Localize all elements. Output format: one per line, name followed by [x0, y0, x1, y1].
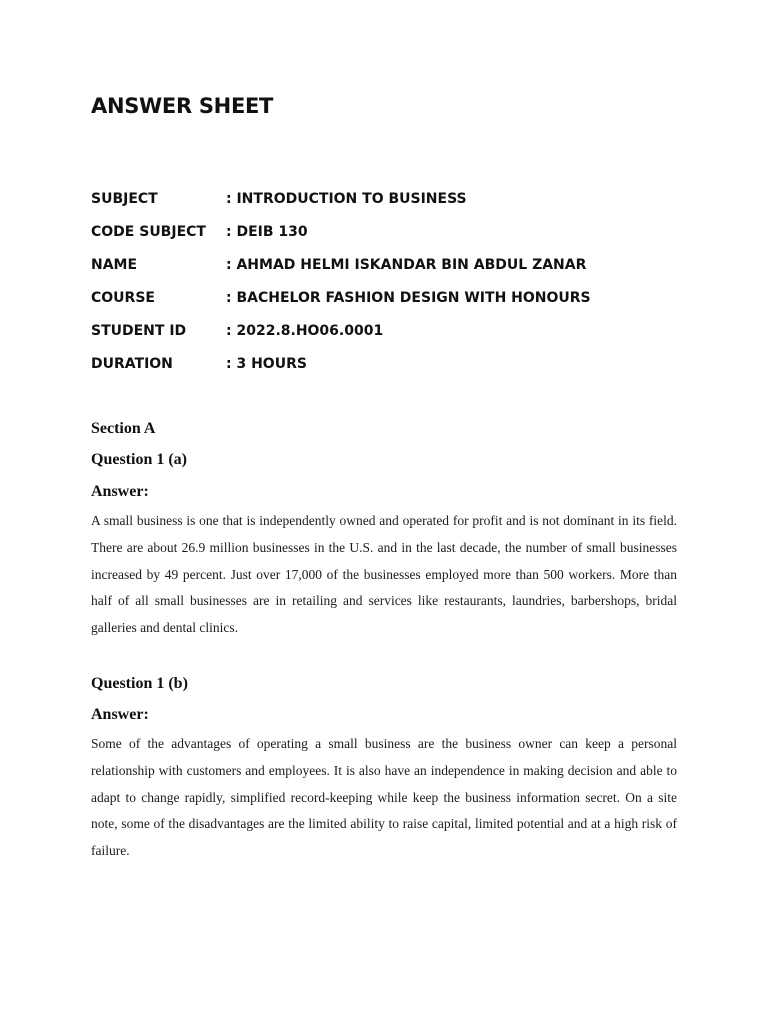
page-title: ANSWER SHEET: [91, 94, 274, 118]
info-label: STUDENT ID: [91, 323, 187, 339]
info-row-course: [91, 285, 591, 318]
info-value: : 3 HOURS: [226, 356, 307, 372]
info-value: : INTRODUCTION TO BUSINESS: [226, 191, 467, 207]
info-label: COURSE: [91, 290, 155, 306]
info-row-subject: [91, 186, 591, 219]
info-row-student-id: [91, 318, 591, 351]
info-value: : 2022.8.HO06.0001: [226, 323, 384, 339]
info-label: SUBJECT: [91, 191, 158, 207]
section-a-heading: Section A: [91, 420, 156, 437]
info-row-name: [91, 252, 591, 285]
info-value: : BACHELOR FASHION DESIGN WITH HONOURS: [226, 290, 591, 306]
question-1a-heading: Question 1 (a): [91, 451, 187, 468]
info-label: DURATION: [91, 356, 173, 372]
info-label: NAME: [91, 257, 138, 273]
answer-label-1a: Answer:: [91, 483, 149, 500]
answer-text-1a: A small business is one that is independently owned and operated for profit and is not dominant in its field. There are about 26.9 million businesses in the U.S. and in the last decade, the number of small businesses increased by 49 percent. Just over 17,000 of the businesses employed more than 500 workers. More than half of all small businesses are in retailing and services like restaurants, laundries, barbershops, bridal galleries and dental clinics.: [91, 513, 677, 636]
info-value: : AHMAD HELMI ISKANDAR BIN ABDUL ZANAR: [226, 257, 587, 273]
student-info-table: [91, 186, 591, 384]
answer-text-1b: Some of the advantages of operating a small business are the business owner can keep a personal relationship with customers and employees. It is also have an independence in making decision and able to adapt to change rapidly, simplified record-keeping while keep the business information secret. On a site note, some of the disadvantages are the limited ability to raise capital, limited potential and at a high risk of failure.: [91, 736, 677, 859]
info-row-code-subject: [91, 219, 591, 252]
question-1b-heading: Question 1 (b): [91, 675, 188, 692]
info-value: : DEIB 130: [226, 224, 308, 240]
answer-label-1b: Answer:: [91, 706, 149, 723]
info-row-duration: [91, 351, 591, 384]
info-label: CODE SUBJECT: [91, 224, 206, 240]
